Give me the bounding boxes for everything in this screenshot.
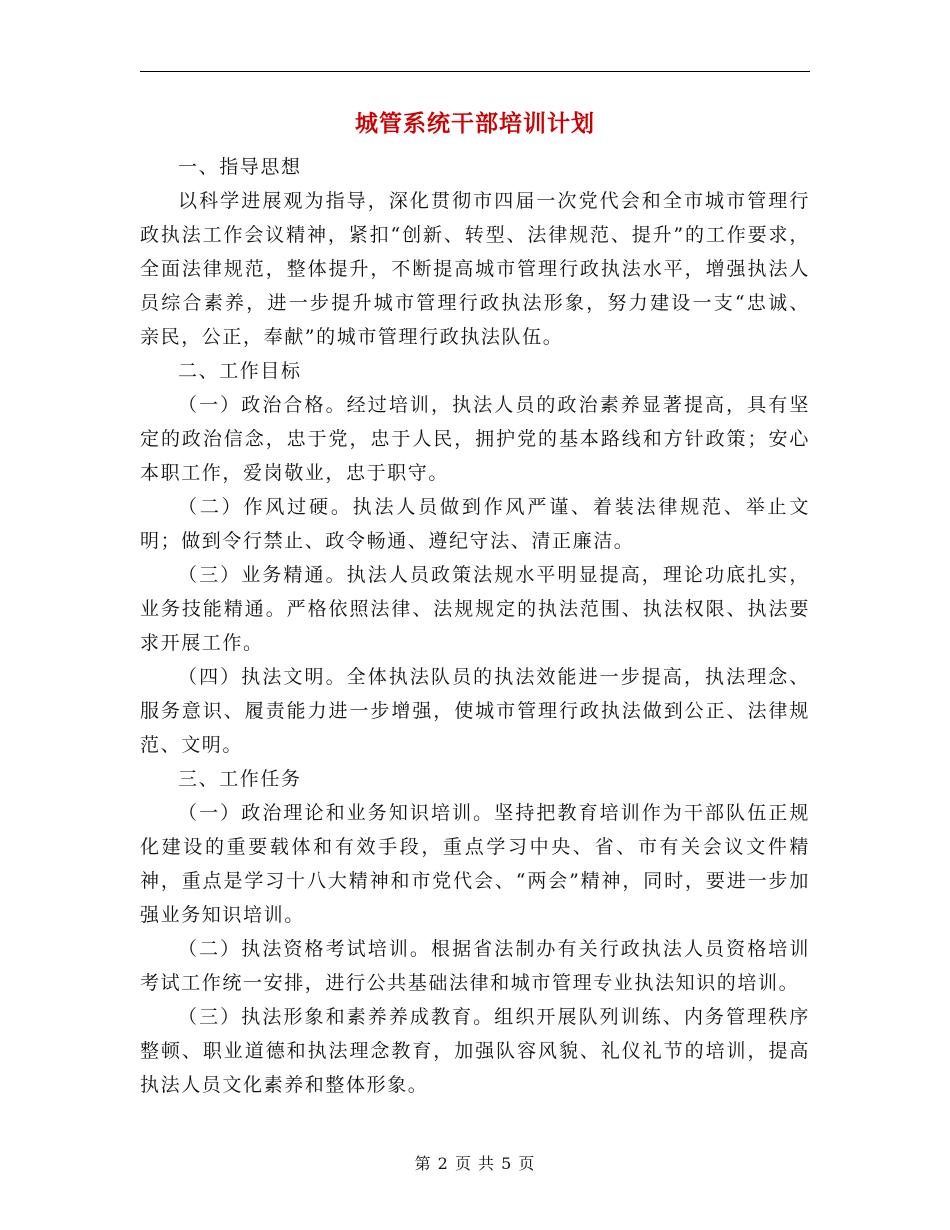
document-title: 城管系统干部培训计划 xyxy=(355,110,595,137)
body-paragraph: （三）执法形象和素养养成教育。组织开展队列训练、内务管理秩序整顿、职业道德和执法理念教育，加强队容风貌、礼仪礼节的培训，提高执法人员文化素养和整体形象。 xyxy=(140,1006,810,1096)
section-heading: 三、工作任务 xyxy=(178,768,302,790)
body-paragraph: （二）执法资格考试培训。根据省法制办有关行政执法人员资格培训考试工作统一安排，进行公共基础法律和城市管理专业执法知识的培训。 xyxy=(140,938,810,994)
document-body xyxy=(140,150,810,1102)
body-paragraph: 以科学进展观为指导，深化贯彻市四届一次党代会和全市城市管理行政执法工作会议精神，紧扣“创新、转型、法律规范、提升”的工作要求，全面法律规范，整体提升，不断提高城市管理行政执法水平，增强执法人员综合素养，进一步提升城市管理行政执法形象，努力建设一支“忠诚、亲民，公正，奉献”的城市管理行政执法队伍。 xyxy=(140,190,810,348)
body-paragraph: （四）执法文明。全体执法队员的执法效能进一步提高，执法理念、服务意识、履责能力进一步增强，使城市管理行政执法做到公正、法律规范、文明。 xyxy=(140,666,810,756)
page-number-footer: 第 2 页 共 5 页 xyxy=(414,1154,536,1173)
body-paragraph: （二）作风过硬。执法人员做到作风严谨、着装法律规范、举止文明；做到令行禁止、政令畅通、遵纪守法、清正廉洁。 xyxy=(140,496,810,552)
section-heading: 一、指导思想 xyxy=(178,156,302,178)
header-rule xyxy=(140,71,810,72)
body-paragraph: （一）政治理论和业务知识培训。坚持把教育培训作为干部队伍正规化建设的重要载体和有效手段，重点学习中央、省、市有关会议文件精神，重点是学习十八大精神和市党代会、“两会”精神，同时，要进一步加强业务知识培训。 xyxy=(140,802,810,926)
body-paragraph: （三）业务精通。执法人员政策法规水平明显提高，理论功底扎实，业务技能精通。严格依照法律、法规规定的执法范围、执法权限、执法要求开展工作。 xyxy=(140,564,810,654)
body-paragraph: （一）政治合格。经过培训，执法人员的政治素养显著提高，具有坚定的政治信念，忠于党，忠于人民，拥护党的基本路线和方针政策；安心本职工作，爱岗敬业，忠于职守。 xyxy=(140,394,810,484)
section-heading: 二、工作目标 xyxy=(178,360,302,382)
